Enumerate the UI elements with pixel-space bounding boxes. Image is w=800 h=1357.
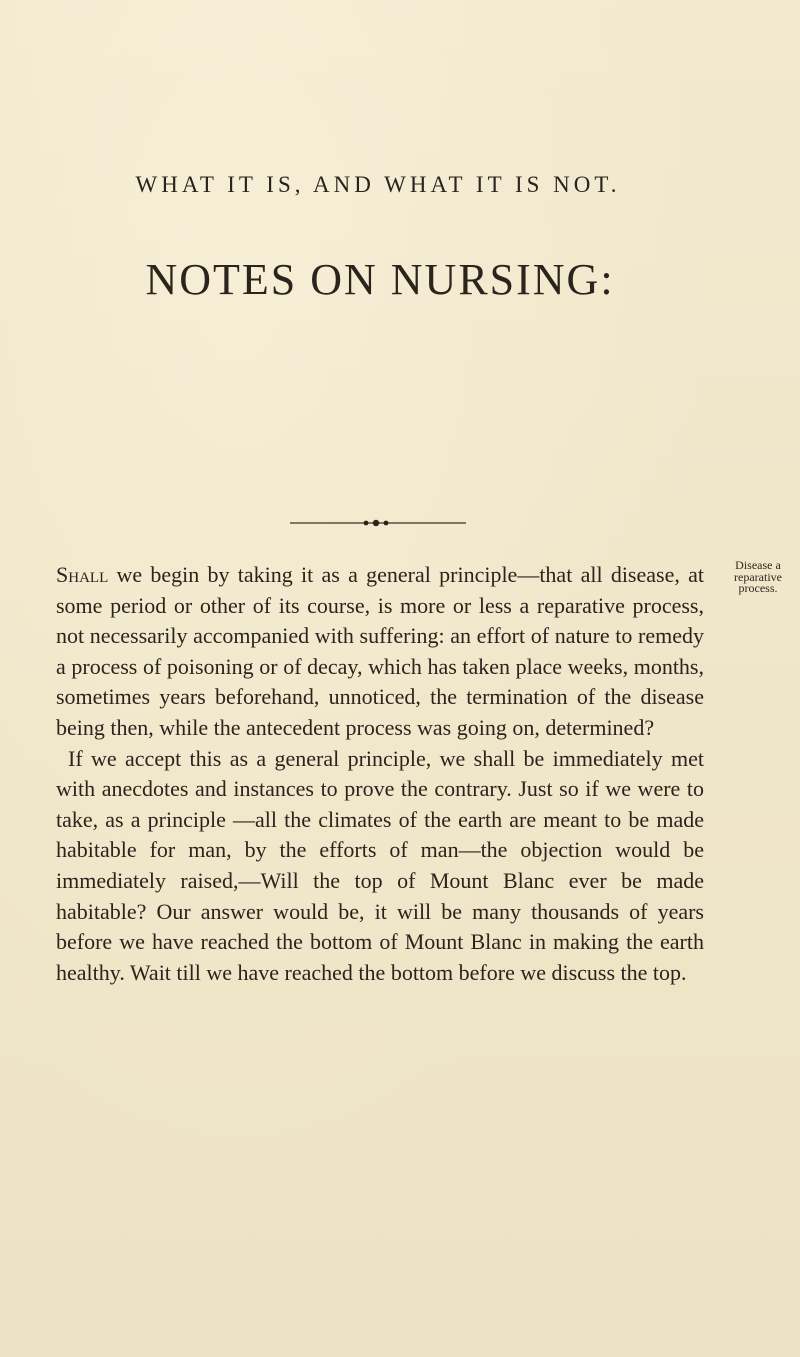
margin-note [719,560,797,595]
margin-note-line: Disease a [735,558,781,572]
page-title: NOTES ON NURSING: [145,255,615,304]
body-text [56,560,704,988]
margin-note-line: process. [738,581,778,595]
page-subtitle: WHAT IT IS, AND WHAT IT IS NOT. [135,172,621,197]
paragraph-1 [56,560,704,744]
drop-word: Shall [56,562,109,587]
margin-note-line: reparative [734,569,782,584]
ornamental-rule [290,517,466,529]
paragraph-2: If we accept this as a general principle, we shall be immediately met with anecdotes and instances to prove the contrary. Just so if we were to take, as a principle —all the climates of the earth are meant to be made habitable for man, by the efforts of man—the objection would be immediately raised,—Will the top of Mount Blanc ever be made habitable? Our answer would be, it will be many thousands of years before we have reached the bottom of Mount Blanc in making the earth healthy. Wait till we have reached the bottom before we discuss the top. [56,745,704,985]
paragraph-1-text: we begin by taking it as a general principle—that all disease, at some period or other of its course, is more or less a reparative process, not necessarily accompanied with suffering: an effort of nature to remedy a process of poisoning or of decay, which has taken place weeks, months, sometimes years beforehand, unnoticed, the termination of the disease being then, while the antecedent process was going on, determined? [56,562,704,740]
